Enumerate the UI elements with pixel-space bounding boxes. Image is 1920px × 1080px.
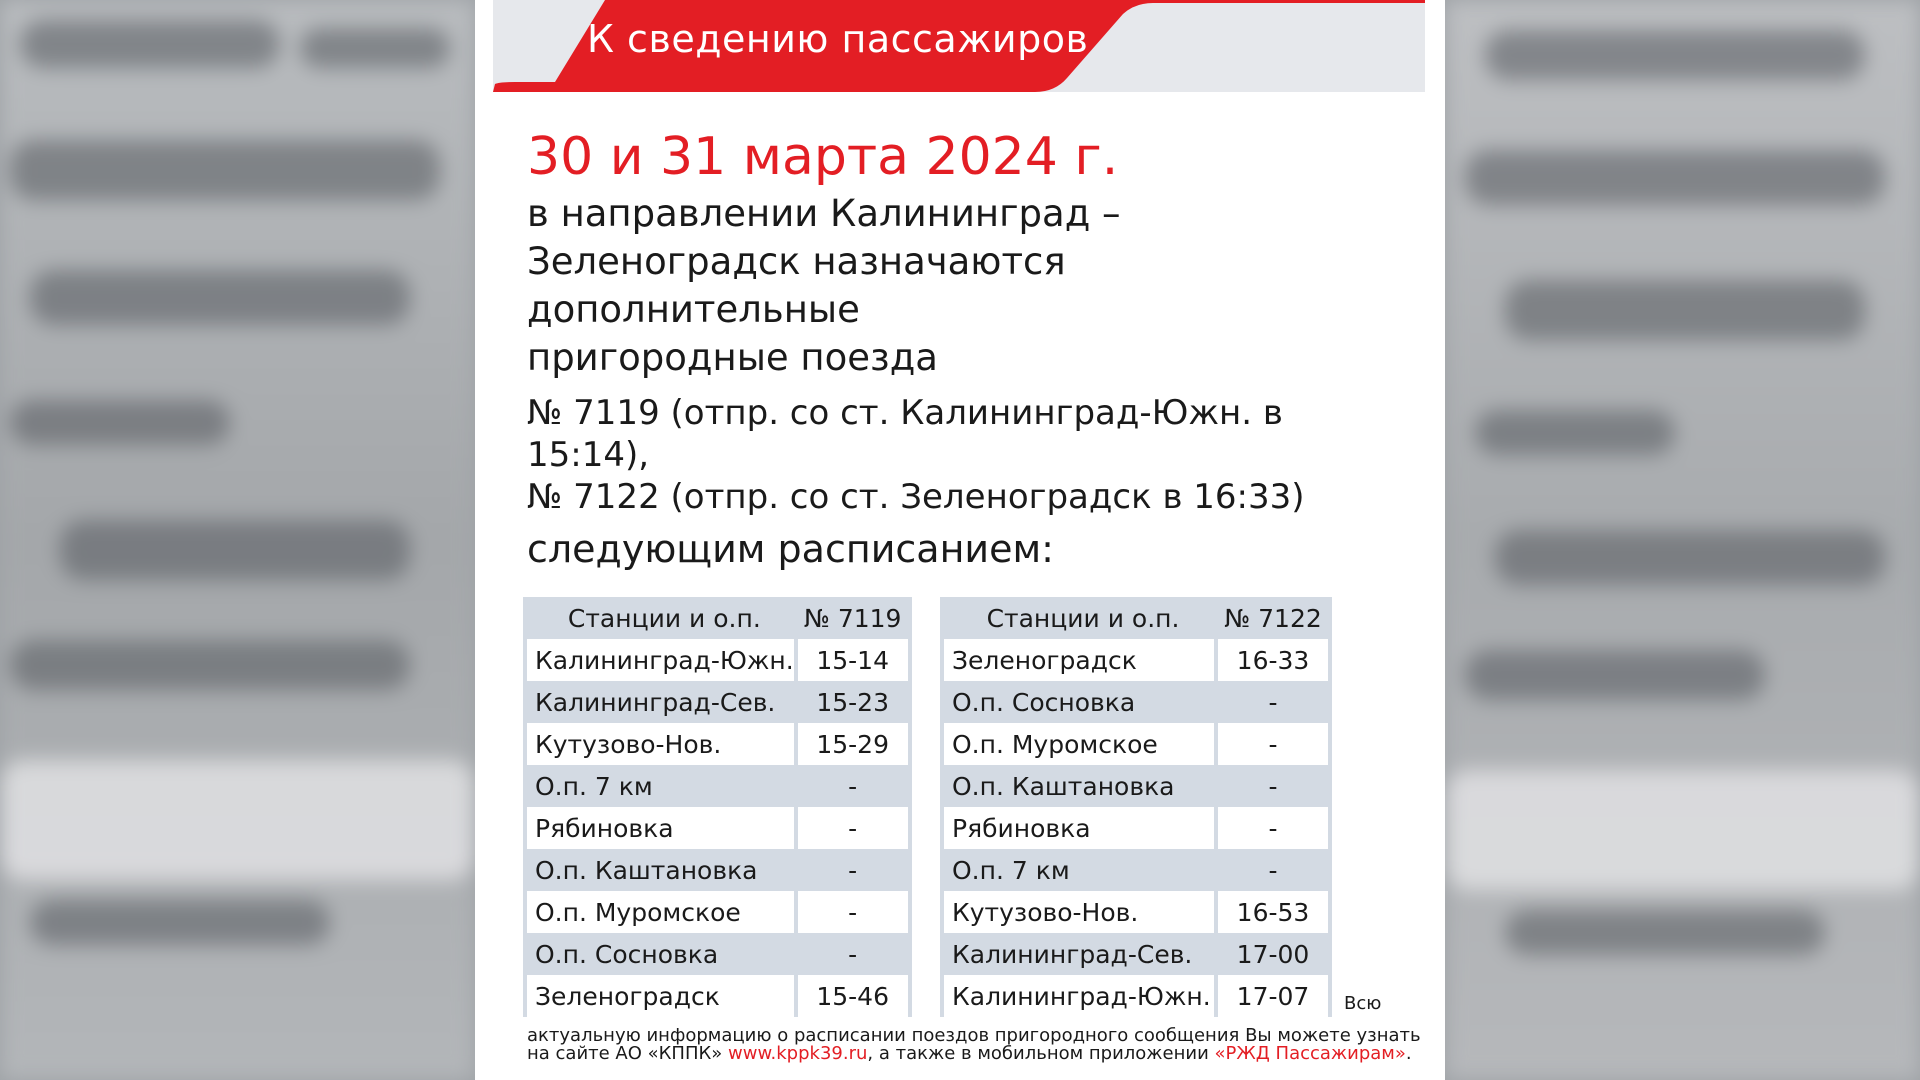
table-header [523,597,912,639]
train-line: № 7122 (отпр. со ст. Зеленоградск в 16:33) [527,477,1305,517]
table-header [940,597,1332,639]
notice-date: 30 и 31 марта 2024 г. [527,127,1119,187]
table-row [940,891,1332,933]
header-station: Станции и о.п. [940,597,1218,639]
table-row [940,807,1332,849]
time-cell: 16-53 [1218,891,1332,933]
station-cell: Кутузово-Нов. [523,723,798,765]
intro-line: дополнительные [527,288,860,331]
time-cell: 15-46 [798,975,912,1017]
header-station: Станции и о.п. [523,597,798,639]
footer-line [527,1045,1432,1063]
timetable-7122 [940,597,1332,1017]
station-cell: Рябиновка [523,807,798,849]
time-cell: - [798,849,912,891]
schedule-heading: следующим расписанием: [527,527,1054,571]
station-cell: О.п. Муромское [940,723,1218,765]
notice-intro [527,190,1121,382]
time-cell: 16-33 [1218,639,1332,681]
notice-document [475,0,1445,1080]
table-row [523,723,912,765]
table-row [940,639,1332,681]
table-row [523,807,912,849]
table-row [523,891,912,933]
table-row [523,681,912,723]
time-cell: - [798,807,912,849]
station-cell: Рябиновка [940,807,1218,849]
table-row [940,975,1332,1017]
time-cell: - [1218,849,1332,891]
table-row [523,933,912,975]
time-cell: 15-23 [798,681,912,723]
table-row [523,765,912,807]
app-link[interactable]: «РЖД Пассажирам» [1214,1043,1406,1064]
table-row [940,933,1332,975]
station-cell: О.п. 7 км [940,849,1218,891]
header-train: № 7119 [798,597,912,639]
time-cell: 15-14 [798,639,912,681]
station-cell: О.п. Каштановка [940,765,1218,807]
table-row [940,723,1332,765]
footer-info [527,1027,1432,1063]
train-line: № 7119 (отпр. со ст. Калининград-Южн. в [527,393,1283,433]
table-row [523,975,912,1017]
time-cell: - [798,891,912,933]
station-cell: О.п. 7 км [523,765,798,807]
table-row [940,765,1332,807]
footer-text: на сайте АО «КППК» [527,1043,729,1064]
time-cell: - [1218,723,1332,765]
time-cell: - [1218,807,1332,849]
footer-lead-word: Всю [1344,993,1382,1014]
table-row [940,681,1332,723]
station-cell: О.п. Муромское [523,891,798,933]
station-cell: Калининград-Южн. [940,975,1218,1017]
header-train: № 7122 [1218,597,1332,639]
station-cell: Зеленоградск [523,975,798,1017]
blurred-background-left [0,0,475,1080]
train-list [527,392,1305,518]
blurred-background-right [1445,0,1920,1080]
footer-text: , а также в мобильном приложении [867,1043,1215,1064]
station-cell: Зеленоградск [940,639,1218,681]
table-row [523,849,912,891]
time-cell: 15-29 [798,723,912,765]
banner-title: К сведению пассажиров [587,17,1089,61]
timetable-7119 [523,597,912,1017]
time-cell: - [798,765,912,807]
time-cell: - [798,933,912,975]
intro-line: в направлении Калининград – [527,192,1121,235]
station-cell: О.п. Каштановка [523,849,798,891]
site-link[interactable]: www.kppk39.ru [728,1043,868,1064]
footer-text: . [1405,1043,1412,1064]
time-cell: - [1218,681,1332,723]
station-cell: Калининград-Сев. [523,681,798,723]
train-line: 15:14), [527,435,650,475]
station-cell: О.п. Сосновка [940,681,1218,723]
intro-line: пригородные поезда [527,336,938,379]
table-row [940,849,1332,891]
station-cell: О.п. Сосновка [523,933,798,975]
table-row [523,639,912,681]
time-cell: 17-00 [1218,933,1332,975]
footer-line: актуальную информацию о расписании поездов пригородного сообщения Вы можете узнать [527,1025,1421,1046]
station-cell: Калининград-Сев. [940,933,1218,975]
time-cell: - [1218,765,1332,807]
station-cell: Кутузово-Нов. [940,891,1218,933]
intro-line: Зеленоградск назначаются [527,240,1066,283]
station-cell: Калининград-Южн. [523,639,798,681]
time-cell: 17-07 [1218,975,1332,1017]
